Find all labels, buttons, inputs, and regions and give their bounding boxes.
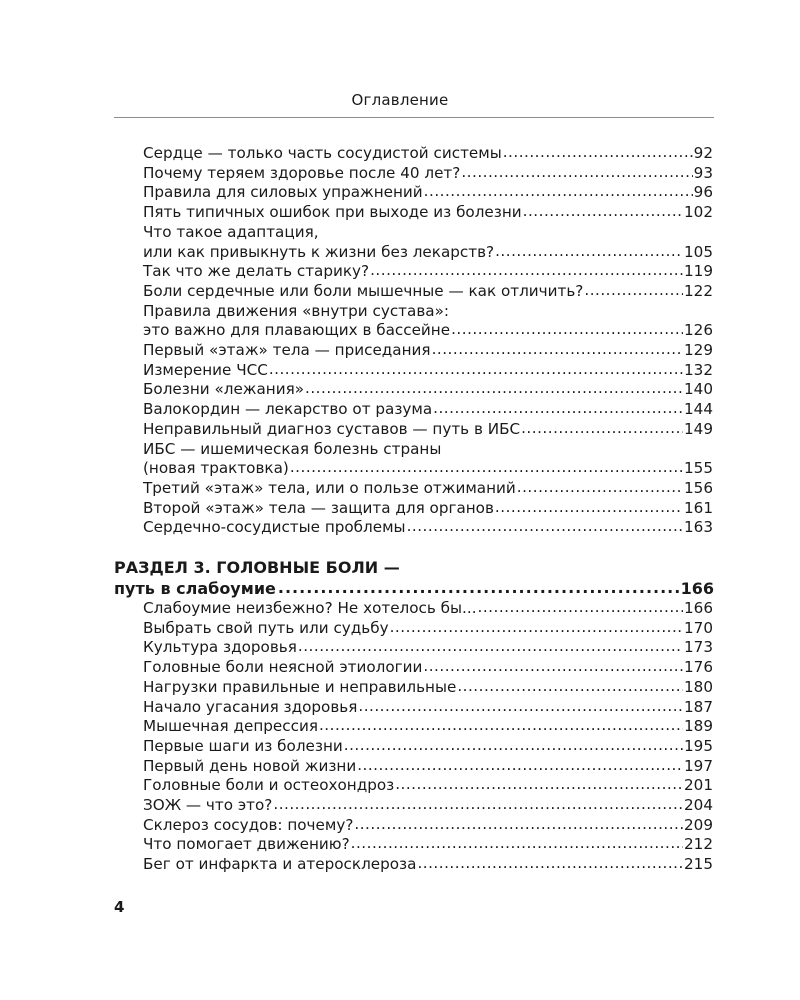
- toc-entry-title: Склероз сосудов: почему?: [143, 815, 354, 834]
- toc-entry-page: 195: [684, 736, 713, 755]
- toc-entry: [143, 222, 713, 242]
- toc-entry-title: Третий «этаж» тела, или о пользе отжиманий: [143, 478, 516, 497]
- toc-entry: [143, 795, 713, 815]
- dot-leader: [390, 617, 683, 637]
- dot-leader: [278, 577, 679, 599]
- dot-leader: [433, 398, 683, 418]
- dot-leader: [495, 497, 683, 517]
- toc-entry-page: 161: [684, 498, 713, 517]
- dot-leader: [584, 280, 683, 300]
- dot-leader: [395, 774, 683, 794]
- dot-leader: [521, 418, 683, 438]
- section-title-text: путь в слабоумие: [114, 579, 276, 598]
- dot-leader: [407, 516, 683, 536]
- dot-leader: [417, 853, 683, 873]
- dot-leader: [290, 457, 683, 477]
- toc-entry-title: это важно для плавающих в бассейне: [143, 321, 451, 340]
- toc-entry: [143, 419, 713, 439]
- toc-entry-page: 180: [684, 677, 713, 696]
- toc-entry-page: 173: [684, 638, 713, 657]
- toc-entry: [143, 439, 713, 459]
- toc-entry: [143, 163, 713, 183]
- toc-entry-page: 212: [684, 835, 713, 854]
- toc-entry: [143, 182, 713, 202]
- toc-entry: [143, 478, 713, 498]
- toc-entry: [143, 517, 713, 537]
- toc-entry-page: 170: [684, 618, 713, 637]
- toc-entry-title: Сердечно-сосудистые проблемы: [143, 518, 406, 537]
- dot-leader: [457, 676, 683, 696]
- dot-leader: [451, 319, 683, 339]
- toc-entry: [143, 202, 713, 222]
- toc-entry: [143, 360, 713, 380]
- toc-entry-title: Первый «этаж» тела — приседания: [143, 341, 431, 359]
- toc-entry-title: Культура здоровья: [143, 638, 297, 657]
- toc-entry: [143, 736, 713, 756]
- dot-leader: [344, 735, 683, 755]
- toc-entry: [143, 677, 713, 697]
- toc-entry-page: 92: [693, 144, 713, 162]
- toc-entry: [143, 379, 713, 399]
- dot-leader: [269, 359, 683, 379]
- toc-entry-title: ЗОЖ — что это?: [143, 796, 273, 814]
- dot-leader: [461, 162, 692, 182]
- toc-entry-title: Почему теряем здоровье после 40 лет?: [143, 163, 461, 182]
- toc-entry: [143, 618, 713, 638]
- toc-entry-page: 119: [684, 262, 713, 281]
- toc-entry-page: 204: [684, 796, 713, 814]
- toc-entry-title: Первые шаги из болезни: [143, 736, 343, 755]
- dot-leader: [273, 794, 683, 814]
- toc-entry: [143, 716, 713, 736]
- dot-leader: [517, 477, 683, 497]
- toc-entry-title: Головные боли неясной этиологии: [143, 658, 423, 677]
- toc-entry-page: 144: [684, 400, 713, 419]
- section-page-number: 166: [680, 579, 714, 598]
- toc-entry: [143, 399, 713, 419]
- toc-entry-page: 105: [684, 242, 713, 261]
- toc-entry-page: 149: [684, 419, 713, 438]
- toc-entry: [143, 854, 713, 874]
- toc-entry-page: 140: [684, 380, 713, 399]
- dot-leader: [523, 201, 683, 221]
- toc-entry-title: Слабоумие неизбежно? Не хотелось бы...: [143, 599, 477, 617]
- toc-entry-title: Так что же делать старику?: [143, 262, 370, 281]
- toc-entry-page: 176: [684, 658, 713, 677]
- toc-entry-title: Нагрузки правильные и неправильные: [143, 677, 457, 696]
- toc-entry: [143, 281, 713, 301]
- dot-leader: [351, 833, 683, 853]
- toc-entry-title: Первый день новой жизни: [143, 756, 357, 775]
- toc-entry: [143, 756, 713, 776]
- dot-leader: [424, 181, 693, 201]
- toc-entry-page: 197: [684, 756, 713, 775]
- toc-entry: [143, 598, 713, 618]
- dot-leader: [319, 715, 683, 735]
- toc-entry-title: (новая трактовка): [143, 459, 289, 478]
- toc-entry-page: 215: [684, 855, 713, 874]
- toc-entry-page: 166: [684, 599, 713, 617]
- toc-entry-title: Правила движения «внутри сустава»:: [143, 301, 449, 320]
- toc-entry-title: Сердце — только часть сосудистой системы: [143, 144, 502, 162]
- toc-entry-title: Мышечная депрессия: [143, 717, 318, 736]
- toc-entry-title: Болезни «лежания»: [143, 380, 305, 399]
- toc-entry-title: или как привыкнуть к жизни без лекарств?: [143, 242, 495, 261]
- dot-leader: [298, 636, 683, 656]
- toc-entry-title: Что такое адаптация,: [143, 222, 319, 241]
- toc-entry-page: 102: [684, 203, 713, 222]
- toc-entry-title: Правила для силовых упражнений: [143, 183, 423, 202]
- dot-leader: [478, 597, 683, 617]
- dot-leader: [358, 696, 683, 716]
- toc-entry-page: 209: [684, 815, 713, 834]
- section-title-line2: [114, 578, 714, 600]
- toc-entry: [143, 697, 713, 717]
- toc-entry: [143, 834, 713, 854]
- toc-entry-title: Неправильный диагноз суставов — путь в ИБС: [143, 419, 521, 438]
- toc-entry-page: 155: [684, 459, 713, 478]
- dot-leader: [305, 378, 683, 398]
- toc-entry-title: Второй «этаж» тела — защита для органов: [143, 498, 494, 517]
- toc-entry: [143, 775, 713, 795]
- toc-entry-page: 129: [684, 341, 713, 359]
- section-title-line1: РАЗДЕЛ 3. ГОЛОВНЫЕ БОЛИ —: [114, 558, 400, 577]
- toc-entry-page: 132: [684, 360, 713, 379]
- dot-leader: [423, 656, 683, 676]
- toc-entry: [143, 815, 713, 835]
- toc-entry: [143, 261, 713, 281]
- toc-entry-page: 189: [684, 717, 713, 736]
- toc-entry-title: Валокордин — лекарство от разума: [143, 400, 433, 419]
- toc-entry: [143, 340, 713, 360]
- toc-entry: [143, 301, 713, 321]
- toc-entry-page: 126: [684, 321, 713, 340]
- dot-leader: [495, 241, 683, 261]
- toc-entry-page: 156: [684, 478, 713, 497]
- toc-entry-title: Измерение ЧСС: [143, 360, 268, 379]
- dot-leader: [354, 814, 683, 834]
- toc-entry-page: 93: [693, 163, 713, 182]
- toc-entry-page: 122: [684, 281, 713, 300]
- toc-entry-title: ИБС — ишемическая болезнь страны: [143, 439, 442, 458]
- toc-entry-line: [143, 242, 713, 262]
- toc-entry: [143, 657, 713, 677]
- toc-entry-title: Начало угасания здоровья: [143, 697, 358, 716]
- page-folio: 4: [114, 898, 125, 916]
- toc-entry-line: [143, 458, 713, 478]
- dot-leader: [370, 260, 683, 280]
- toc-entry: [143, 498, 713, 518]
- toc-entry-title: Выбрать свой путь или судьбу: [143, 618, 389, 637]
- toc-entry-page: 96: [693, 183, 713, 202]
- toc-entry-page: 163: [684, 518, 713, 537]
- header-rule: [114, 117, 714, 118]
- toc-entry-title: Что помогает движению?: [143, 835, 350, 854]
- dot-leader: [357, 755, 683, 775]
- toc-entry-page: 187: [684, 697, 713, 716]
- toc-entry: [143, 637, 713, 657]
- dot-leader: [503, 142, 693, 162]
- running-head-title: Оглавление: [351, 91, 449, 109]
- dot-leader: [432, 339, 683, 359]
- toc-entry-title: Пять типичных ошибок при выходе из болезни: [143, 203, 522, 222]
- toc-entry-title: Головные боли и остеохондроз: [143, 776, 395, 795]
- toc-entry-page: 201: [684, 776, 713, 795]
- toc-entry-title: Боли сердечные или боли мышечные — как отличить?: [143, 281, 584, 300]
- toc-entry-line: [143, 320, 713, 340]
- toc-entry: [143, 143, 713, 163]
- toc-entry-title: Бег от инфаркта и атеросклероза: [143, 855, 417, 874]
